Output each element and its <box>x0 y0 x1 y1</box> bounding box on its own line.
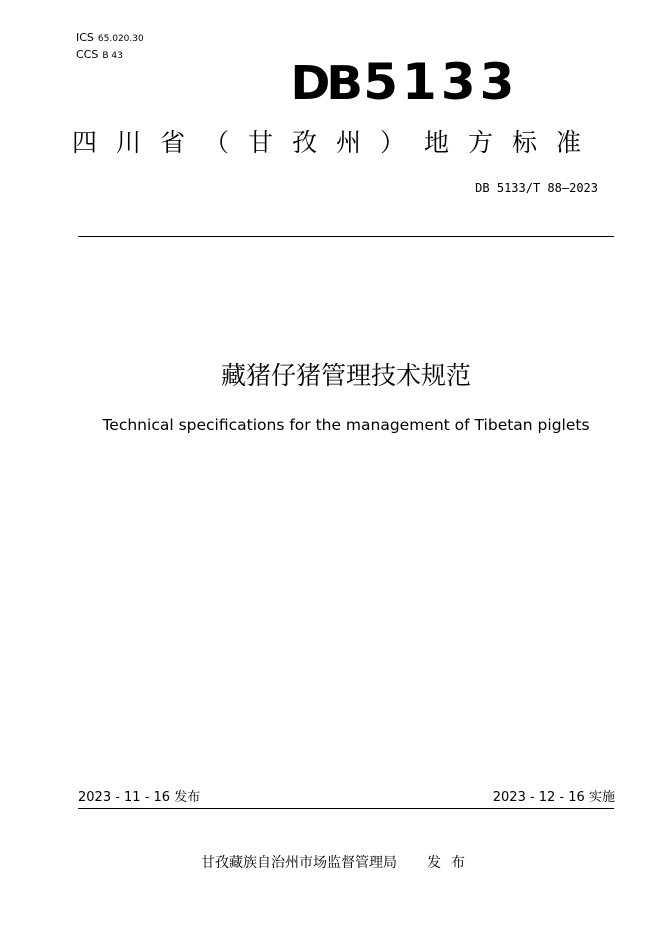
document-title-english: Technical specifications for the management of Tibetan piglets <box>102 416 590 434</box>
db-region-number: 5133 <box>363 53 519 111</box>
issuer-action: 发布 <box>427 855 475 871</box>
issue-date: 2023 - 11 - 16 <box>78 790 171 805</box>
ics-label: ICS <box>76 31 94 44</box>
footer-divider <box>78 808 614 809</box>
implementation-date-block <box>493 789 615 807</box>
implementation-date: 2023 - 12 - 16 <box>492 790 585 805</box>
document-title-chinese: 藏猪仔猪管理技术规范 <box>220 361 471 390</box>
ics-classification <box>76 31 144 46</box>
header-divider <box>78 236 614 237</box>
ics-code: 65.020.30 <box>97 34 144 44</box>
issue-label: 发布 <box>174 790 201 805</box>
ccs-code: B 43 <box>102 51 123 61</box>
issue-date-block <box>78 789 200 807</box>
ccs-classification <box>76 48 123 63</box>
implementation-label: 实施 <box>588 790 615 805</box>
ccs-label: CCS <box>76 48 99 61</box>
db-prefix: DB <box>290 56 359 110</box>
issuer-block <box>0 853 662 873</box>
standard-level-heading: 四川省（甘孜州）地方标准 <box>72 128 601 157</box>
db-standard-logo <box>292 52 518 124</box>
standard-number: DB 5133/T 88—2023 <box>475 181 598 195</box>
issuer-name: 甘孜藏族自治州市场监督管理局 <box>201 855 397 871</box>
